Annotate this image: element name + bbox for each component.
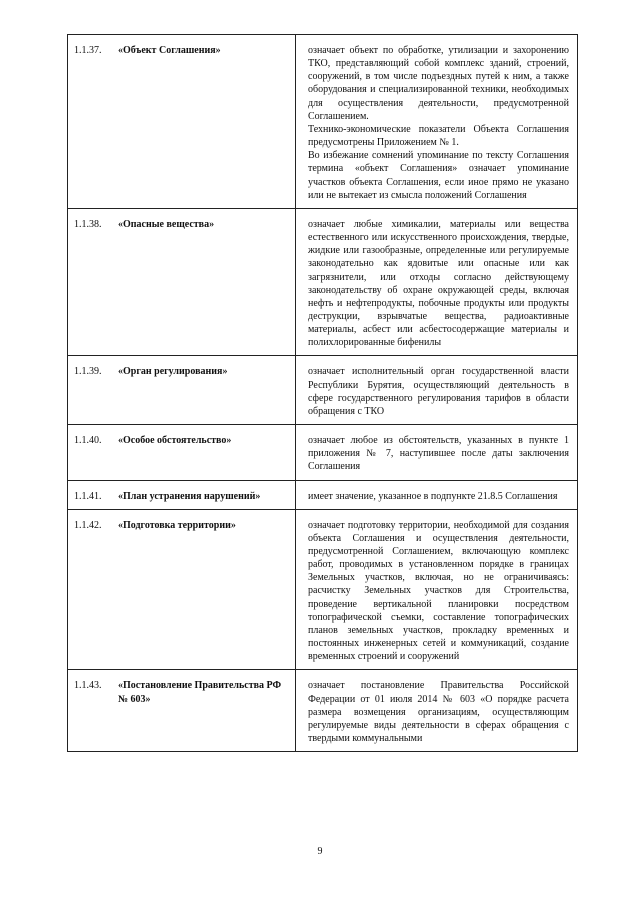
definitions-table bbox=[67, 34, 578, 752]
definition-paragraph: Во избежание сомнений упоминание по тексту Соглашения термина «объект Соглашения» означает упоминание участков объекта Соглашения, если иное прямо не указано или не вытекает из смысла положений Соглашения bbox=[308, 150, 569, 201]
table-row bbox=[68, 356, 578, 425]
term-name: «Особое обстоятельство» bbox=[118, 435, 232, 447]
table-row bbox=[68, 35, 578, 209]
definition-cell bbox=[296, 670, 578, 752]
definition-cell bbox=[296, 356, 578, 425]
term-cell bbox=[68, 480, 296, 509]
table-row bbox=[68, 425, 578, 480]
definition-paragraph: означает постановление Правительства Российской Федерации от 01 июля 2014 № 603 «О порядке расчета размера возмещения организациям, осуществляющим регулируемые виды деятельности в сферах обращения с твердыми коммунальными bbox=[308, 680, 569, 745]
term-name: «Объект Соглашения» bbox=[118, 45, 221, 56]
term-cell bbox=[68, 356, 296, 425]
definition-cell bbox=[296, 208, 578, 356]
definition-cell bbox=[296, 480, 578, 509]
term-number: 1.1.41. bbox=[74, 490, 102, 502]
term-number: 1.1.42. bbox=[74, 519, 102, 531]
definition-cell bbox=[296, 35, 578, 209]
term-number: 1.1.37. bbox=[74, 45, 102, 56]
definition-paragraph: означает объект по обработке, утилизации и захоронению ТКО, представляющий собой комплекс зданий, строений, сооружений, в том числе подъездных путей к ним, а также оборудования и специализированной техники, необходимых для осуществления деятельности, предусмотренной Соглашением. bbox=[308, 45, 569, 122]
term-number: 1.1.38. bbox=[74, 218, 102, 230]
term-cell bbox=[68, 425, 296, 480]
term-name: «Орган регулирования» bbox=[118, 366, 228, 378]
term-number: 1.1.40. bbox=[74, 435, 102, 447]
definition-paragraph: означает любое из обстоятельств, указанных в пункте 1 приложения № 7, наступившее после даты заключения Соглашения bbox=[308, 435, 569, 473]
term-name: «Подготовка территории» bbox=[118, 519, 236, 531]
definition-cell bbox=[296, 509, 578, 670]
definition-paragraph: означает исполнительный орган государственной власти Республики Бурятия, осуществляющий деятельность в сфере государственного регулирования тарифов в области обращения с ТКО bbox=[308, 366, 569, 417]
term-cell bbox=[68, 670, 296, 752]
table-row bbox=[68, 670, 578, 752]
definition-paragraph: Технико-экономические показатели Объекта Соглашения предусмотрены Приложением № 1. bbox=[308, 123, 569, 149]
definition-cell bbox=[296, 425, 578, 480]
term-cell bbox=[68, 208, 296, 356]
page-number: 9 bbox=[317, 846, 323, 857]
definition-paragraph: означает подготовку территории, необходимой для создания объекта Соглашения и осуществления деятельности, предусмотренной Соглашением, включающую комплекс работ, проводимых в установленном порядке в границах Земельных участков, включая, но не ограничиваясь: расчистку Земельных участков для Строительства, проведение вертикальной планировки посредством топографической съемки, составление топографических планов земельных участков, прокладку временных и постоянных инженерных сетей и коммуникаций, создание временных строений и сооружений bbox=[308, 519, 569, 663]
table-row bbox=[68, 509, 578, 670]
table-row bbox=[68, 480, 578, 509]
term-cell bbox=[68, 509, 296, 670]
table-row bbox=[68, 208, 578, 356]
term-cell bbox=[68, 35, 296, 209]
term-number: 1.1.39. bbox=[74, 366, 102, 378]
term-name: «Постановление Правительства РФ № 603» bbox=[118, 680, 282, 705]
term-number: 1.1.43. bbox=[74, 680, 102, 692]
definition-paragraph: имеет значение, указанное в подпункте 21.8.5 Соглашения bbox=[308, 490, 558, 502]
term-name: «План устранения нарушений» bbox=[118, 490, 261, 502]
definition-paragraph: означает любые химикалии, материалы или вещества естественного или искусственного происхождения, твердые, жидкие или газообразные, определенные или регулируемые законодательно как ядовитые или опасные или как загрязнители, или отходы согласно действующему законодательству об охране окружающей среды, включая нефть и нефтепродукты, побочные продукты или продукты деструкции, взрывчатые вещества, радиоактивные материалы, асбест или асбестосодержащие материалы и полихлорированные бифенилы bbox=[308, 218, 569, 349]
term-name: «Опасные вещества» bbox=[118, 218, 215, 230]
